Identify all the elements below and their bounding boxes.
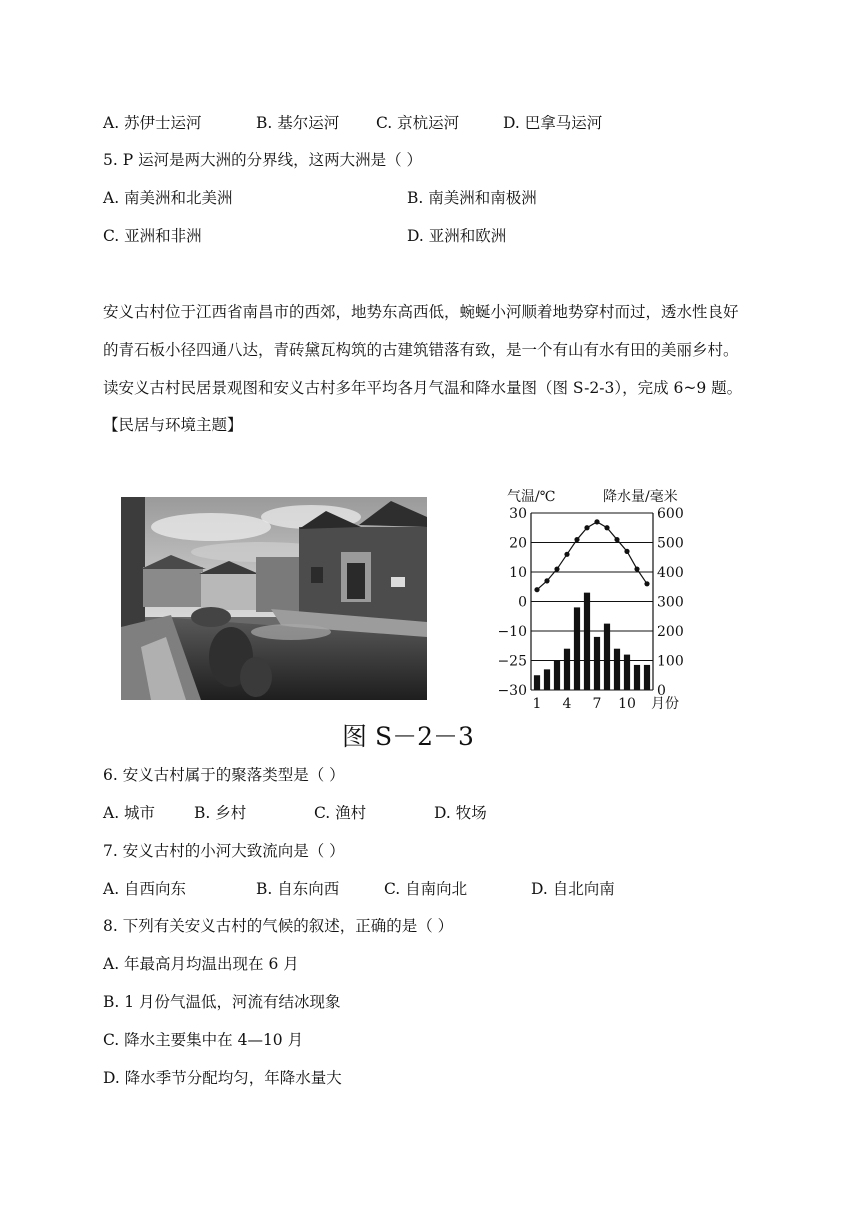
q6-option-c: C. 渔村 bbox=[314, 804, 367, 822]
q8-stem: 8. 下列有关安义古村的气候的叙述，正确的是（ ） bbox=[103, 917, 454, 935]
precip-bar bbox=[544, 669, 550, 690]
q6-option-a: A. 城市 bbox=[103, 804, 156, 822]
q5-stem: 5. P 运河是两大洲的分界线，这两大洲是（ ） bbox=[103, 151, 423, 169]
precip-bar bbox=[574, 607, 580, 690]
left-tick-label: −25 bbox=[497, 653, 527, 670]
temperature-point bbox=[634, 566, 639, 571]
precip-bar bbox=[584, 593, 590, 690]
q7-option-c: C. 自南向北 bbox=[384, 880, 468, 898]
temperature-point bbox=[564, 552, 569, 557]
right-tick-label: 200 bbox=[657, 624, 684, 640]
theme-heading: 【民居与环境主题】 bbox=[103, 416, 243, 434]
left-axis-label: 气温/℃ bbox=[507, 489, 556, 505]
precip-bar bbox=[614, 649, 620, 690]
village-photo-image bbox=[121, 497, 427, 700]
precip-bar bbox=[554, 661, 560, 691]
right-tick-label: 500 bbox=[657, 535, 684, 552]
passage-line-2: 的青石板小径四通八达，青砖黛瓦构筑的古建筑错落有致，是一个有山有水有田的美丽乡村。 bbox=[103, 341, 739, 359]
left-tick-label: −10 bbox=[497, 624, 527, 640]
figure-caption: 图 S－2－3 bbox=[342, 722, 474, 751]
precip-bar bbox=[624, 655, 630, 690]
passage-line-1: 安义古村位于江西省南昌市的西郊，地势东高西低，蜿蜒小河顺着地势穿村而过，透水性良好 bbox=[103, 303, 739, 321]
right-tick-label: 100 bbox=[657, 653, 684, 670]
q5-option-b: B. 南美洲和南极洲 bbox=[407, 189, 537, 207]
x-tick-label: 4 bbox=[562, 696, 572, 710]
temperature-point bbox=[544, 578, 549, 583]
temperature-point bbox=[624, 549, 629, 554]
x-axis-ticks bbox=[533, 696, 679, 710]
precip-bar bbox=[534, 675, 540, 690]
temperature-point bbox=[574, 537, 579, 542]
village-photo bbox=[121, 497, 427, 700]
precipitation-bars bbox=[534, 593, 650, 690]
right-axis-ticks bbox=[657, 506, 684, 699]
q8-option-c: C. 降水主要集中在 4—10 月 bbox=[103, 1031, 304, 1049]
x-tick-label: 10 bbox=[618, 696, 636, 710]
q7-option-d: D. 自北向南 bbox=[531, 880, 615, 898]
q4-option-b: B. 基尔运河 bbox=[256, 114, 340, 132]
q6-stem: 6. 安义古村属于的聚落类型是（ ） bbox=[103, 766, 345, 784]
q7-option-a: A. 自西向东 bbox=[103, 880, 187, 898]
left-axis-ticks bbox=[497, 506, 527, 699]
precip-bar bbox=[564, 649, 570, 690]
left-tick-label: 10 bbox=[509, 565, 527, 581]
temperature-point bbox=[644, 581, 649, 586]
precip-bar bbox=[594, 637, 600, 690]
q7-option-b: B. 自东向西 bbox=[256, 880, 340, 898]
temperature-point bbox=[554, 566, 559, 571]
x-tick-label: 7 bbox=[592, 696, 602, 710]
temperature-line bbox=[534, 519, 649, 592]
right-axis-label: 降水量/毫米 bbox=[603, 489, 678, 505]
precip-bar bbox=[634, 665, 640, 690]
right-tick-label: 0 bbox=[657, 683, 666, 699]
temperature-point bbox=[584, 525, 589, 530]
right-tick-label: 300 bbox=[657, 594, 684, 611]
q8-option-b: B. 1 月份气温低，河流有结冰现象 bbox=[103, 993, 341, 1011]
q4-option-a: A. 苏伊士运河 bbox=[103, 114, 202, 132]
q5-option-c: C. 亚洲和非洲 bbox=[103, 227, 202, 245]
x-tick-label: 1 bbox=[532, 696, 542, 710]
q6-option-b: B. 乡村 bbox=[194, 804, 247, 822]
passage-line-3: 读安义古村民居景观图和安义古村多年平均各月气温和降水量图（图 S-2-3），完成 6~9 题。 bbox=[103, 379, 743, 397]
precip-bar bbox=[604, 624, 610, 690]
x-axis-unit: 月份 bbox=[651, 696, 679, 710]
left-tick-label: 30 bbox=[509, 506, 527, 522]
temperature-polyline bbox=[537, 522, 647, 590]
q4-option-c: C. 京杭运河 bbox=[376, 114, 460, 132]
q4-option-d: D. 巴拿马运河 bbox=[503, 114, 603, 132]
q7-stem: 7. 安义古村的小河大致流向是（ ） bbox=[103, 842, 345, 860]
precip-bar bbox=[644, 665, 650, 690]
q6-option-d: D. 牧场 bbox=[434, 804, 487, 822]
left-tick-label: 20 bbox=[509, 535, 527, 552]
temperature-point bbox=[594, 519, 599, 524]
q5-option-a: A. 南美洲和北美洲 bbox=[103, 189, 233, 207]
temperature-point bbox=[604, 525, 609, 530]
left-tick-label: −30 bbox=[497, 683, 527, 699]
temperature-point bbox=[534, 587, 539, 592]
right-tick-label: 600 bbox=[657, 506, 684, 522]
right-tick-label: 400 bbox=[657, 565, 684, 581]
q5-option-d: D. 亚洲和欧洲 bbox=[407, 227, 507, 245]
climate-chart bbox=[495, 484, 705, 710]
q8-option-d: D. 降水季节分配均匀，年降水量大 bbox=[103, 1069, 342, 1087]
chart-grid bbox=[531, 513, 653, 690]
q8-option-a: A. 年最高月均温出现在 6 月 bbox=[103, 955, 299, 973]
temperature-point bbox=[614, 537, 619, 542]
left-tick-label: 0 bbox=[518, 594, 527, 611]
